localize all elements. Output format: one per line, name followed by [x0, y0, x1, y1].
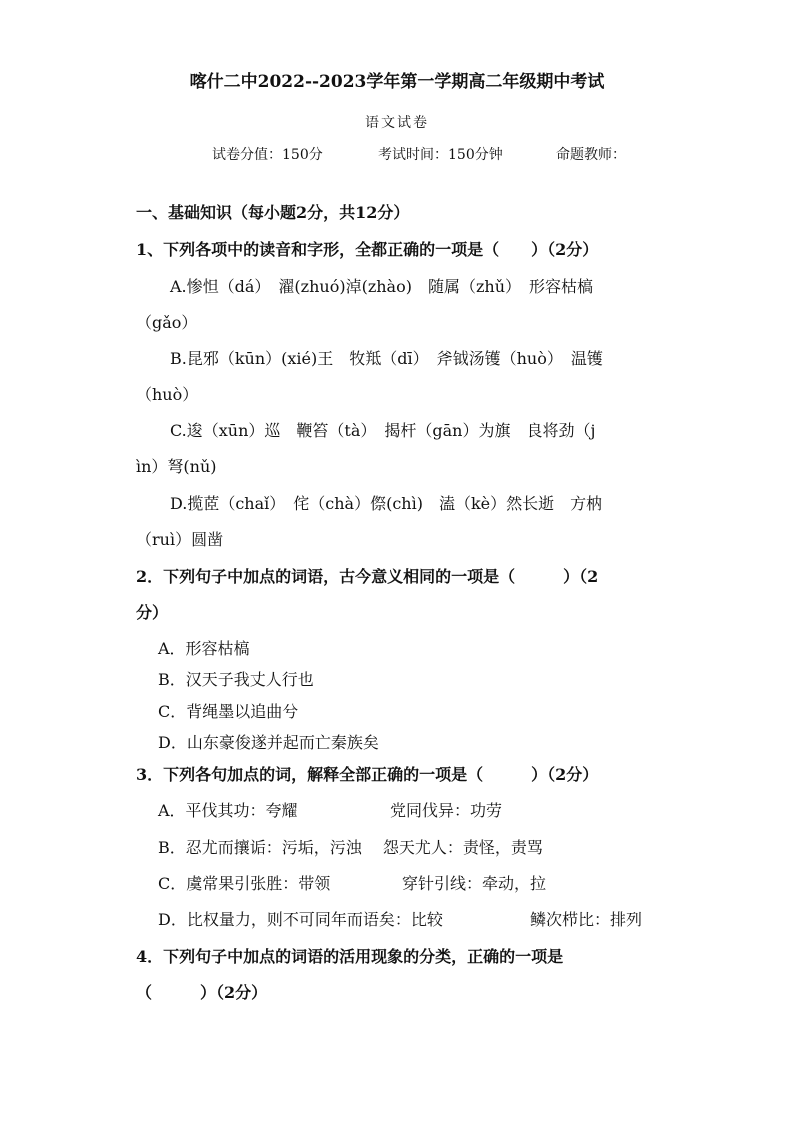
question-3-option-d-part2: 鳞次栉比：排列 [530, 910, 643, 929]
question-2-option-d: D．山东豪俊遂并起而亡秦族矣 [158, 733, 379, 752]
question-2-stem: 2．下列句子中加点的词语，古今意义相同的一项是（ ）（2 [136, 567, 599, 586]
question-1-option-b: B.昆邪（kūn）(xié)王 牧羝（dī） 斧钺汤镬（huò） 温镬 [170, 349, 603, 368]
score-info: 试卷分值：150分 [212, 147, 323, 163]
question-2-option-a: A．形容枯槁 [158, 639, 250, 658]
question-1-option-b-cont: （huò） [136, 385, 199, 404]
question-2-option-b: B．汉天子我丈人行也 [158, 670, 314, 689]
question-3-option-d-part1: D．比权量力，则不可同年而语矣：比较 [158, 910, 443, 929]
teacher-info: 命题教师： [556, 147, 626, 163]
question-3-option-c-part1: C．虞常果引张胜：带领 [158, 874, 331, 893]
question-3-option-b: B．忍尤而攘诟：污垢，污浊 怨天尤人：责怪，责骂 [158, 838, 543, 857]
section-heading: 一、基础知识（每小题2分，共12分） [136, 203, 410, 222]
question-2-option-c: C．背绳墨以追曲兮 [158, 702, 299, 721]
question-4-stem: 4．下列句子中加点的词语的活用现象的分类，正确的一项是 [136, 947, 564, 966]
question-1-stem: 1、下列各项中的读音和字形，全都正确的一项是（ ）（2分） [136, 240, 599, 259]
question-1-option-d-cont: （ruì）圆凿 [136, 530, 224, 549]
question-3-stem: 3．下列各句加点的词，解释全部正确的一项是（ ）（2分） [136, 765, 599, 784]
question-1-option-a-cont: （gǎo） [136, 313, 198, 332]
question-1-option-c-cont: ìn）弩(nǔ) [136, 457, 217, 476]
question-1-option-c: C.逡（xūn）巡 鞭笞（tà） 揭杆（gān）为旗 良将劲（j [170, 421, 596, 440]
question-3-option-a-part2: 党同伐异：功劳 [390, 801, 503, 820]
question-3-option-c-part2: 穿针引线：牵动，拉 [402, 874, 547, 893]
question-1-option-d: D.揽茝（chaǐ） 侘（chà）傺(chì) 溘（kè）然长逝 方枘 [170, 494, 603, 513]
question-2-stem-cont: 分） [136, 603, 169, 622]
exam-subtitle: 语文试卷 [365, 115, 429, 131]
question-1-option-a: A.惨怛（dá） 濯(zhuó)淖(zhào) 随属（zhǔ） 形容枯槁 [170, 277, 594, 296]
question-4-stem-cont: （ ）（2分） [136, 983, 268, 1002]
exam-title: 喀什二中2022--2023学年第一学期高二年级期中考试 [189, 72, 605, 92]
question-3-option-a-part1: A．平伐其功：夸耀 [158, 801, 298, 820]
time-info: 考试时间：150分钟 [378, 147, 503, 163]
